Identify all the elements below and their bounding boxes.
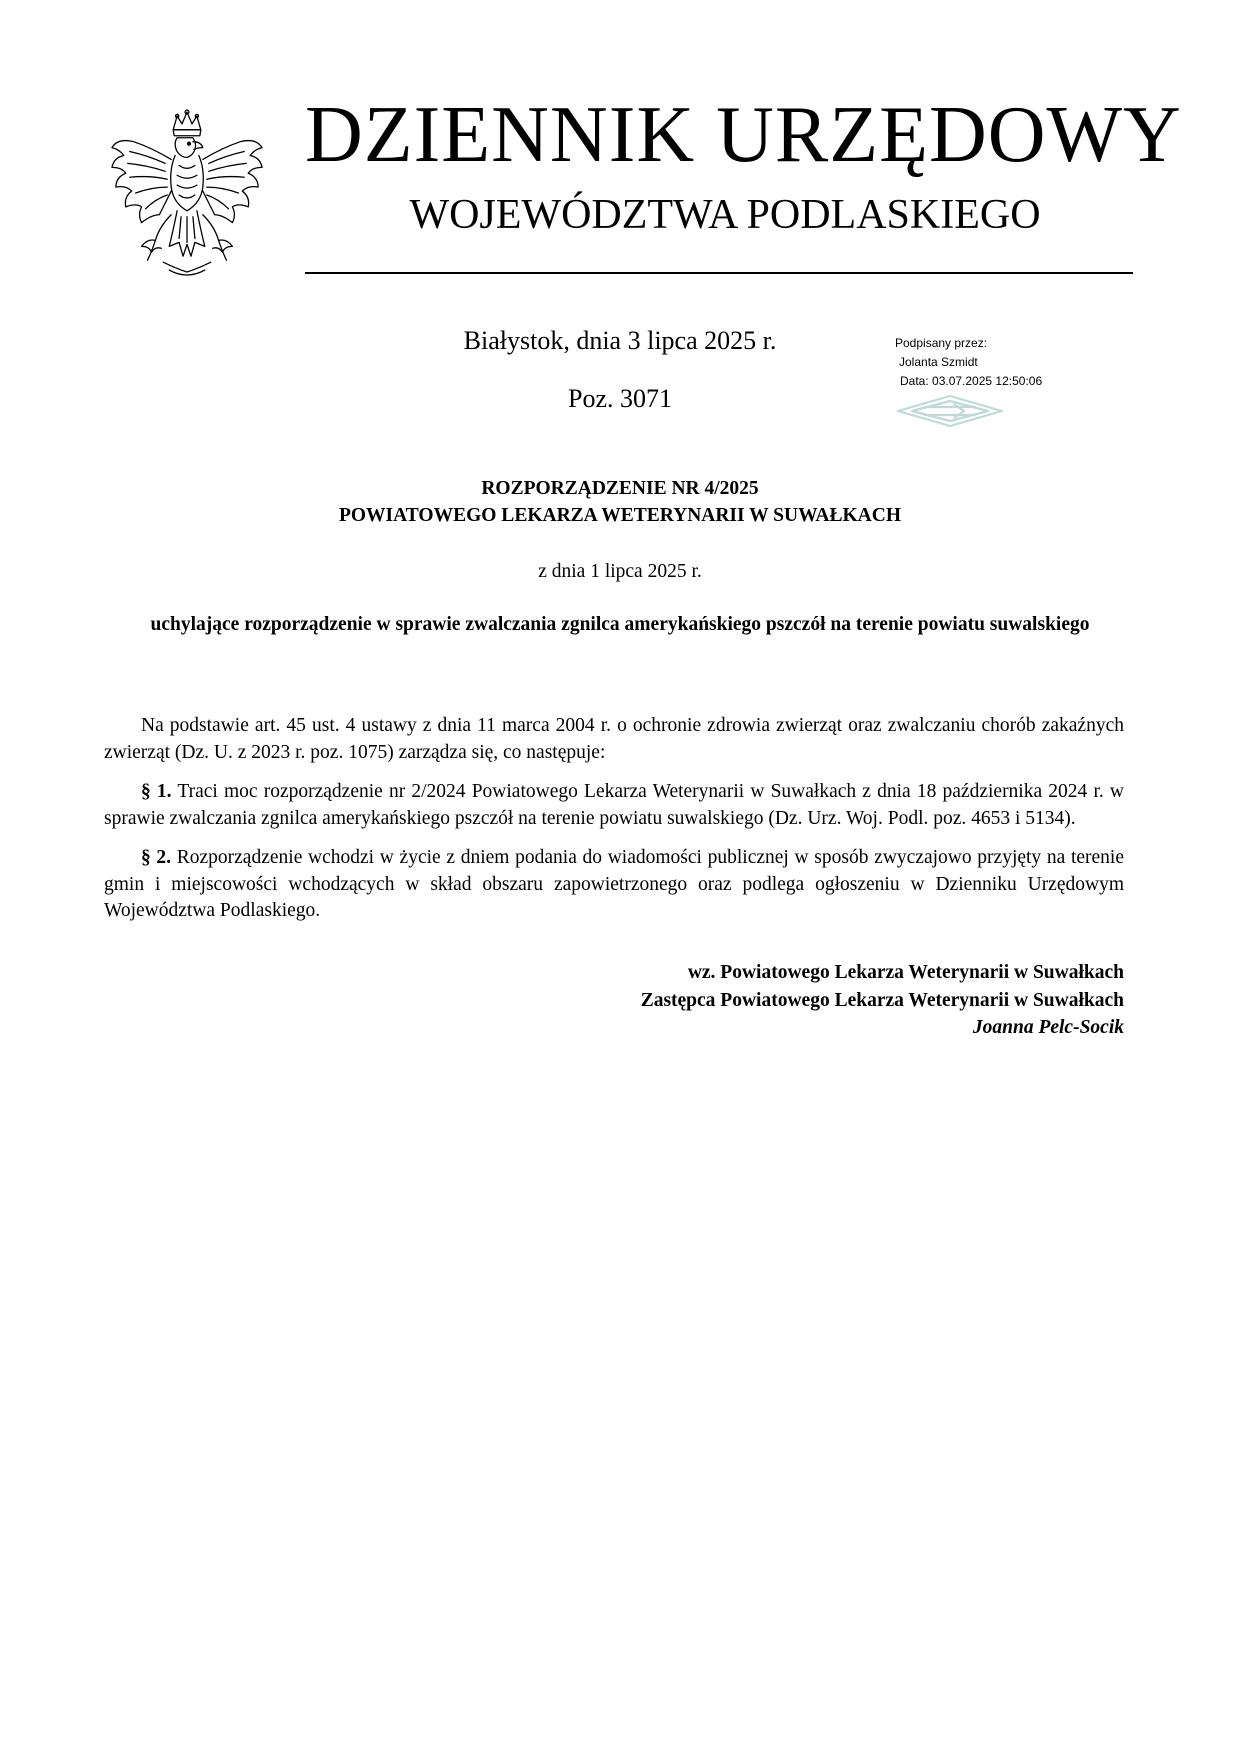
section-2-paragraph [104,845,1124,925]
eagle-emblem-icon [108,108,266,282]
regulation-date: z dnia 1 lipca 2025 r. [538,561,702,582]
signature-validation-icon [894,392,1006,430]
signatory-block [500,959,1124,1042]
regulation-number: ROZPORZĄDZENIE NR 4/2025 [481,478,759,499]
signature-date: Data: 03.07.2025 12:50:06 [900,374,1043,388]
journal-title: DZIENNIK URZĘDOWY [305,91,1182,179]
regulation-body [104,713,1124,938]
signatory-line-1: wz. Powiatowego Lekarza Weterynarii w Suwałkach [687,962,1124,983]
journal-subtitle: WOJEWÓDZTWA PODLASKIEGO [409,192,1041,238]
signed-by-label: Podpisany przez: [895,336,988,350]
signatory-line-2: Zastępca Powiatowego Lekarza Weterynarii w Suwałkach [640,989,1124,1011]
electronic-signature-box [895,334,1125,391]
regulation-title [130,475,1110,529]
place-and-date: Białystok, dnia 3 lipca 2025 r. [463,326,777,355]
position-number: Poz. 3071 [568,384,672,413]
masthead-divider [305,272,1133,274]
signer-name: Jolanta Szmidt [899,355,978,369]
section-1-label: § 1. [141,781,172,802]
section-2-text: Rozporządzenie wchodzi w życie z dniem podania do wiadomości publicznej w sposób zwyczajowo przyjęty na terenie gmin i miejscowości wchodzących w skład obszaru zapowietrzonego oraz podlega ogłoszeniu w Dzienniku Urzędowym Województwa Podlaskiego. [104,847,1125,921]
section-1-text: Traci moc rozporządzenie nr 2/2024 Powiatowego Lekarza Weterynarii w Suwałkach z dnia 18 października 2024 r. w sprawie zwalczania zgnilca amerykańskiego pszczół na terenie powiatu suwalskiego (Dz. Urz. Woj. Podl. poz. 4653 i 5134). [104,781,1125,829]
preamble-paragraph: Na podstawie art. 45 ust. 4 ustawy z dnia 11 marca 2004 r. o ochronie zdrowia zwierząt oraz zwalczaniu chorób zakaźnych zwierząt (Dz. U. z 2023 r. poz. 1075) zarządza się, co następuje: [104,715,1124,763]
section-2-label: § 2. [141,847,172,868]
signatory-name: Joanna Pelc-Socik [972,1017,1124,1038]
section-1-paragraph [104,779,1124,832]
regulation-authority: POWIATOWEGO LEKARZA WETERYNARII W SUWAŁKACH [338,505,902,526]
regulation-subject: uchylające rozporządzenie w sprawie zwalczania zgnilca amerykańskiego pszczół na terenie powiatu suwalskiego [150,614,1090,635]
